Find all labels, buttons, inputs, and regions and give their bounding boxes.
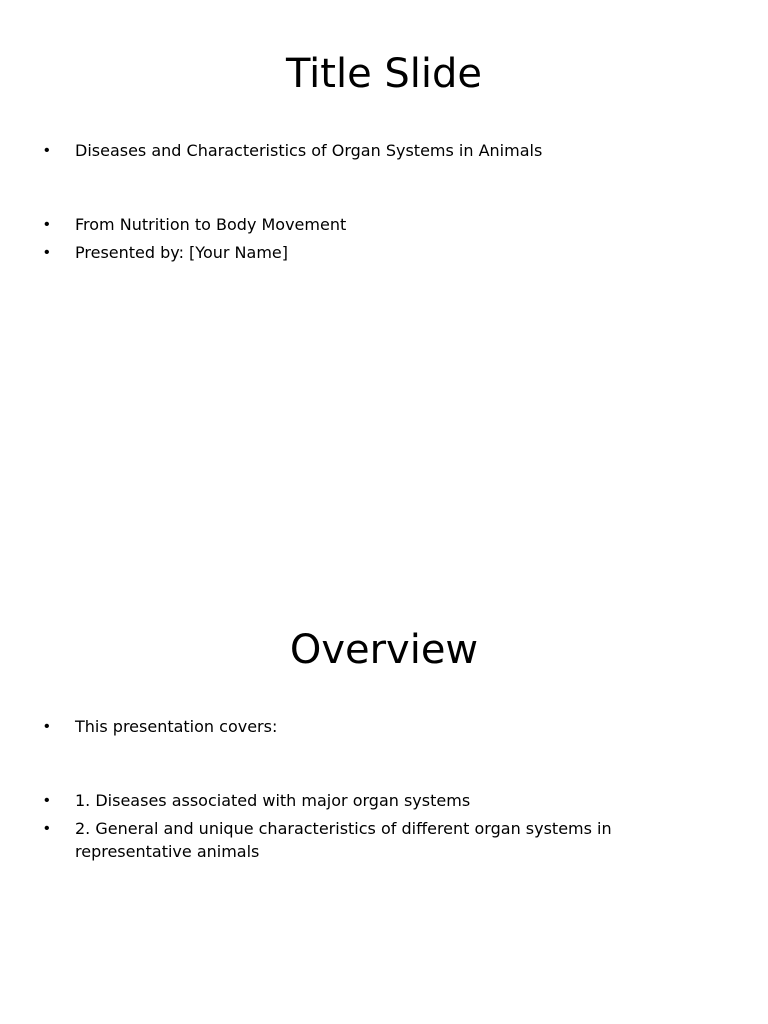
bullet-text: From Nutrition to Body Movement	[75, 215, 347, 234]
slide-2	[0, 576, 768, 1024]
bullet-glyph: •	[44, 216, 50, 233]
bullet-glyph: •	[44, 718, 50, 735]
bullet-glyph: •	[44, 820, 50, 837]
bullet-text: 2. General and unique characteristics of different organ systems in representative animals	[75, 819, 612, 861]
slide-title: Overview	[289, 627, 479, 673]
bullet-glyph: •	[44, 142, 50, 159]
bullet-glyph: •	[44, 792, 50, 809]
bullet-text: 1. Diseases associated with major organ systems	[75, 791, 471, 810]
bullet-text: Diseases and Characteristics of Organ Systems in Animals	[75, 141, 543, 160]
bullet-text: This presentation covers:	[75, 717, 278, 736]
slide-title: Title Slide	[285, 51, 483, 97]
bullet-glyph: •	[44, 244, 50, 261]
bullet-text: Presented by: [Your Name]	[75, 243, 288, 262]
